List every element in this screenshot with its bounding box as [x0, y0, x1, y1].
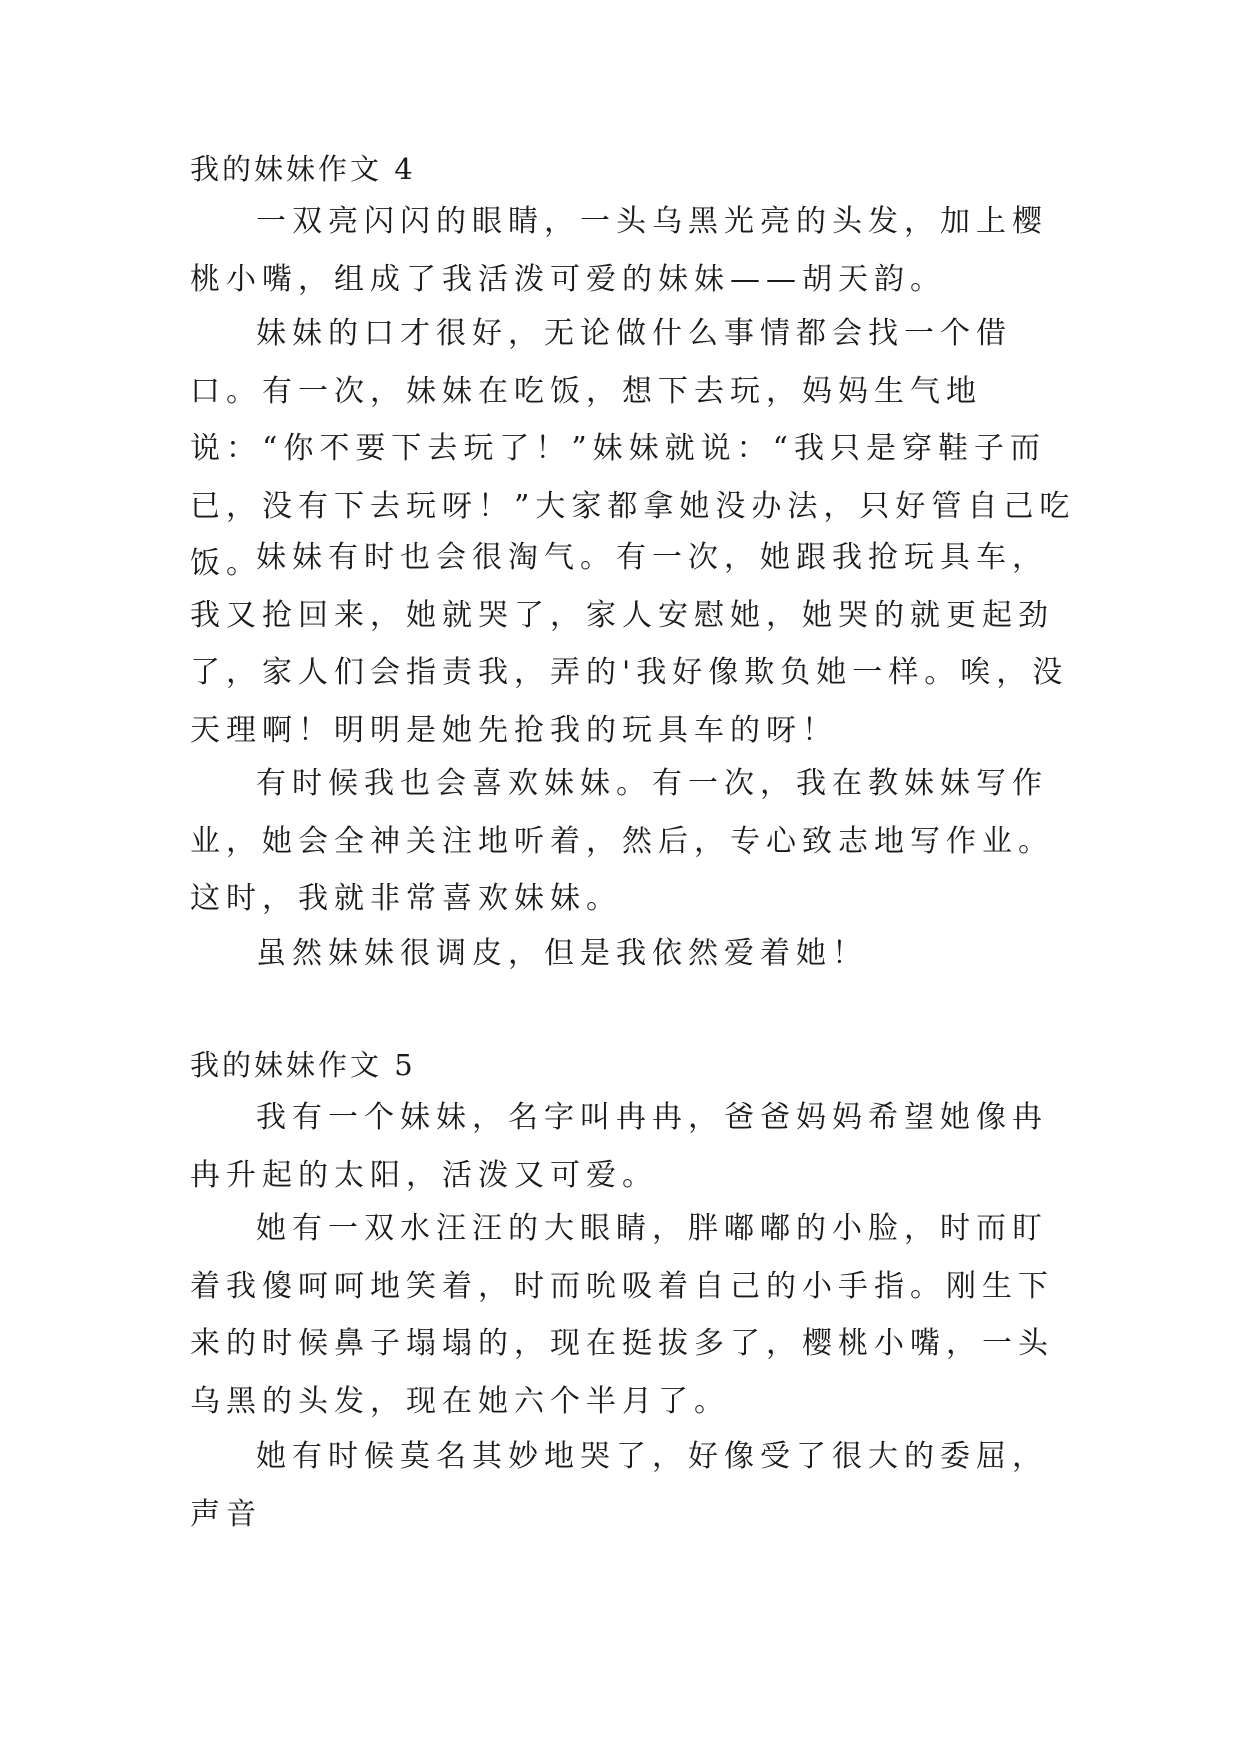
paragraph: 她有时候莫名其妙地哭了，好像受了很大的委屈，声音 — [190, 1439, 1048, 1532]
paragraph: 妹妹有时也会很淘气。有一次，她跟我抢玩具车，我又抢回来，她就哭了，家人安慰她，她哭的就更起劲了，家人们会指责我，弄的'我好像欺负她一样。唉，没天理啊！明明是她先抢我的玩具车的呀！ — [190, 540, 1069, 748]
section-heading: 我的妹妹作文 5 — [190, 1048, 416, 1082]
paragraph: 有时候我也会喜欢妹妹。有一次，我在教妹妹写作业，她会全神关注地听着，然后，专心致志地写作业。这时，我就非常喜欢妹妹。 — [190, 766, 1054, 916]
paragraph: 虽然妹妹很调皮，但是我依然爱着她！ — [256, 936, 868, 971]
paragraph: 她有一双水汪汪的大眼睛，胖嘟嘟的小脸，时而盯着我傻呵呵地笑着，时而吮吸着自己的小手指。刚生下来的时候鼻子塌塌的，现在挺拔多了，樱桃小嘴，一头乌黑的头发，现在她六个半月了。 — [190, 1211, 1054, 1419]
paragraph: 我有一个妹妹，名字叫冉冉，爸爸妈妈希望她像冉冉升起的太阳，活泼又可爱。 — [190, 1100, 1048, 1193]
paragraph: 妹妹的口才很好，无论做什么事情都会找一个借口。有一次，妹妹在吃饭，想下去玩，妈妈生气地说：“你不要下去玩了！”妹妹就说：“我只是穿鞋子而已，没有下去玩呀！”大家都拿她没办法，只好管自己吃饭。 — [190, 316, 1076, 581]
section-heading: 我的妹妹作文 4 — [190, 152, 416, 186]
paragraph: 一双亮闪闪的眼睛，一头乌黑光亮的头发，加上樱桃小嘴，组成了我活泼可爱的妹妹——胡天韵。 — [190, 204, 1048, 297]
